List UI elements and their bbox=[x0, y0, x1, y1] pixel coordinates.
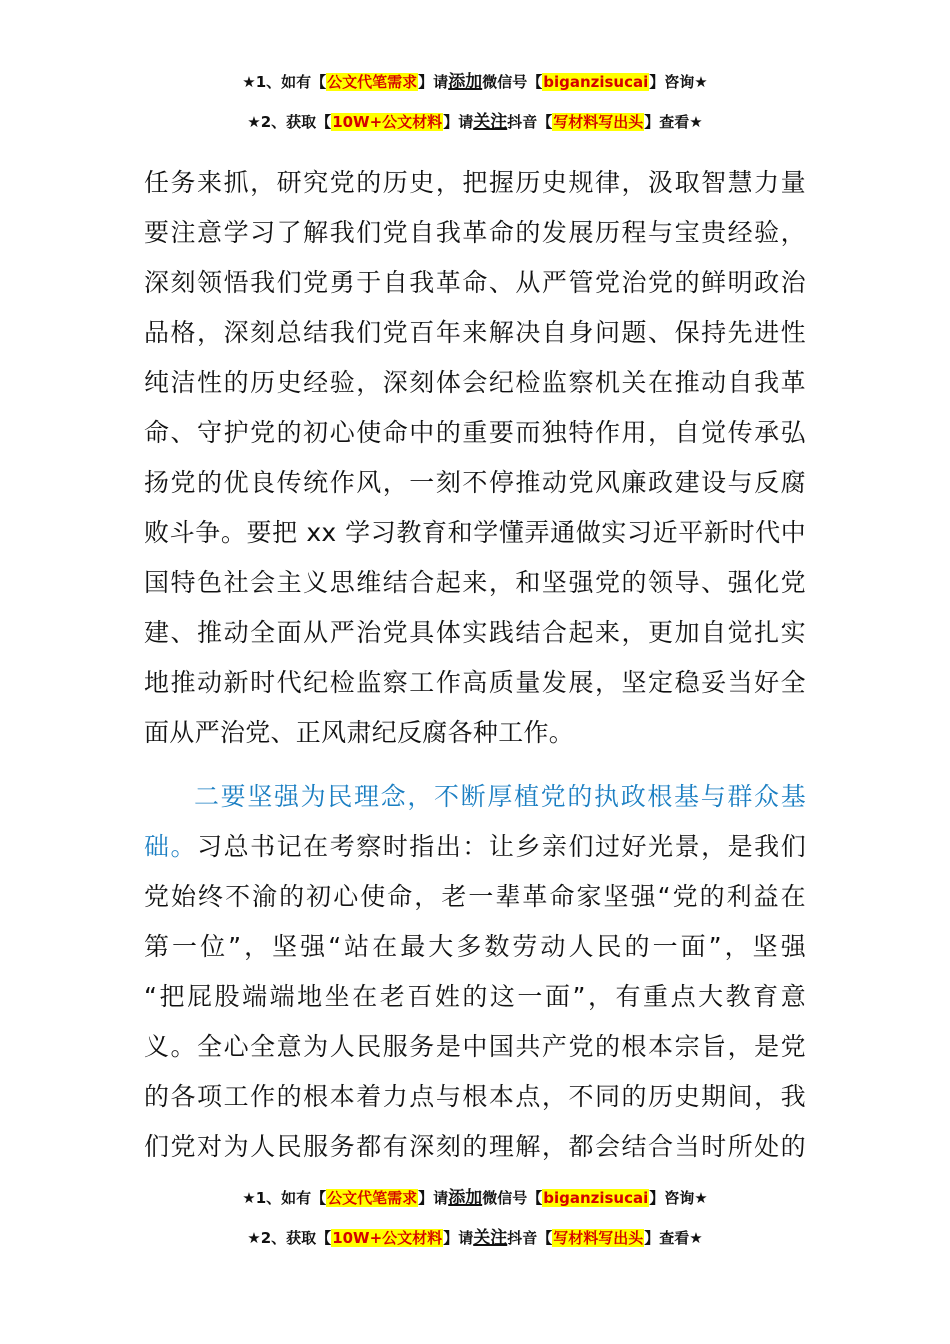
footer-line-2-mid: 】请 bbox=[443, 1229, 474, 1247]
footer-douyin-account: 写材料写出头 bbox=[553, 1229, 644, 1247]
paragraph-line: 义。全心全意为人民服务是中国共产党的根本宗旨，是党 bbox=[144, 1032, 806, 1061]
paragraph-line bbox=[144, 822, 806, 872]
paragraph-line: 国特色社会主义思维结合起来，和坚强党的领导、强化党 bbox=[144, 568, 806, 597]
header-line-2-suffix: 】查看★ bbox=[644, 113, 703, 131]
footer-line-1-suffix: 】咨询★ bbox=[649, 1189, 708, 1207]
paragraph-line: 建、推动全面从严治党具体实践结合起来，更加自觉扎实 bbox=[144, 618, 806, 647]
paragraph-line: 纯洁性的历史经验，深刻体会纪检监察机关在推动自我革 bbox=[144, 368, 806, 397]
section-heading-tail: 础。 bbox=[144, 832, 198, 861]
paragraph-line: 地推动新时代纪检监察工作高质量发展，坚定稳妥当好全 bbox=[144, 668, 806, 697]
paragraph-line: 党始终不渝的初心使命，老一辈革命家坚强“党的利益在 bbox=[144, 882, 806, 911]
header-banner bbox=[0, 62, 950, 142]
paragraph-line: 扬党的优良传统作风，一刻不停推动党风廉政建设与反腐 bbox=[144, 468, 806, 497]
header-line-2-highlight: 10W+公文材料 bbox=[332, 113, 443, 131]
paragraph-line: “把屁股端端地坐在老百姓的这一面”，有重点大教育意 bbox=[144, 982, 806, 1011]
paragraph-line: 第一位”，坚强“站在最大多数劳动人民的一面”，坚强 bbox=[144, 932, 806, 961]
footer-line-2-underlined: 关注 bbox=[473, 1228, 508, 1248]
footer-wechat-id: biganzisucai bbox=[543, 1189, 649, 1207]
footer-line-1-prefix: ★1、如有【 bbox=[242, 1189, 327, 1207]
footer-line-1-highlight: 公文代笔需求 bbox=[327, 1189, 418, 1207]
paragraph-line: 面从严治党、正风肃纪反腐各种工作。 bbox=[144, 718, 575, 747]
paragraph-line: 们党对为人民服务都有深刻的理解，都会结合当时所处的 bbox=[144, 1132, 806, 1161]
header-douyin-account: 写材料写出头 bbox=[553, 113, 644, 131]
paragraph-line: 败斗争。要把 xx 学习教育和学懂弄通做实习近平新时代中 bbox=[144, 518, 806, 547]
footer-line-2 bbox=[0, 1218, 950, 1258]
paragraph-1 bbox=[144, 158, 806, 758]
header-line-2-mid: 】请 bbox=[443, 113, 474, 131]
paragraph-line: 命、守护党的初心使命中的重要而独特作用，自觉传承弘 bbox=[144, 418, 806, 447]
header-wechat-id: biganzisucai bbox=[543, 73, 649, 91]
header-line-1-prefix: ★1、如有【 bbox=[242, 73, 327, 91]
header-line-1-suffix: 】咨询★ bbox=[649, 73, 708, 91]
footer-line-1-mid2: 微信号【 bbox=[482, 1189, 543, 1207]
footer-line-2-mid2: 抖音【 bbox=[507, 1229, 553, 1247]
header-line-1-underlined: 添加 bbox=[448, 72, 483, 92]
paragraph-line: 任务来抓，研究党的历史，把握历史规律，汲取智慧力量 bbox=[144, 168, 806, 197]
header-line-2-prefix: ★2、获取【 bbox=[247, 113, 332, 131]
header-line-2-underlined: 关注 bbox=[473, 112, 508, 132]
header-line-2 bbox=[0, 102, 950, 142]
header-line-1 bbox=[0, 62, 950, 102]
header-line-2-mid2: 抖音【 bbox=[507, 113, 553, 131]
footer-line-2-highlight: 10W+公文材料 bbox=[332, 1229, 443, 1247]
header-line-1-highlight: 公文代笔需求 bbox=[327, 73, 418, 91]
paragraph-line: 的各项工作的根本着力点与根本点，不同的历史期间，我 bbox=[144, 1082, 806, 1111]
footer-line-1 bbox=[0, 1178, 950, 1218]
footer-banner bbox=[0, 1178, 950, 1258]
header-line-1-mid: 】请 bbox=[418, 73, 449, 91]
footer-line-2-prefix: ★2、获取【 bbox=[247, 1229, 332, 1247]
footer-line-1-underlined: 添加 bbox=[448, 1188, 483, 1208]
paragraph-line: 品格，深刻总结我们党百年来解决自身问题、保持先进性 bbox=[144, 318, 806, 347]
paragraph-2 bbox=[144, 772, 806, 1172]
paragraph-line-rest: 习总书记在考察时指出：让乡亲们过好光景，是我们 bbox=[197, 832, 806, 861]
paragraph-line: 要注意学习了解我们党自我革命的发展历程与宝贵经验， bbox=[144, 218, 806, 247]
header-line-1-mid2: 微信号【 bbox=[482, 73, 543, 91]
footer-line-1-mid: 】请 bbox=[418, 1189, 449, 1207]
paragraph-line: 深刻领悟我们党勇于自我革命、从严管党治党的鲜明政治 bbox=[144, 268, 806, 297]
footer-line-2-suffix: 】查看★ bbox=[644, 1229, 703, 1247]
section-heading-line: 二要坚强为民理念，不断厚植党的执政根基与群众基 bbox=[194, 782, 806, 811]
